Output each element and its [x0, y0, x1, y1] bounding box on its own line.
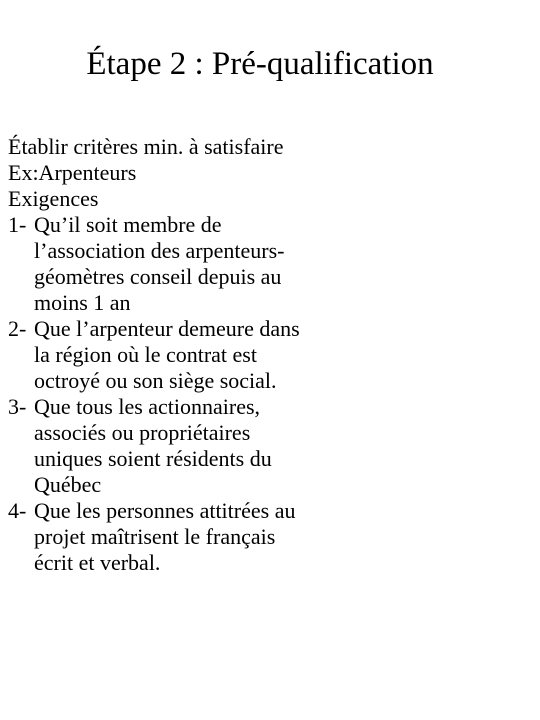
slide-body	[8, 134, 338, 576]
requirement-item-1	[8, 212, 338, 316]
requirement-line: Qu’il soit membre de	[34, 212, 222, 237]
requirement-text	[34, 316, 338, 394]
requirement-line: octroyé ou son siège social.	[34, 368, 277, 393]
slide-title: Étape 2 : Pré-qualification	[86, 46, 434, 82]
example-line: Ex:Arpenteurs	[8, 160, 137, 185]
requirement-line: moins 1 an	[34, 290, 131, 315]
requirement-text	[34, 394, 338, 498]
requirement-line: écrit et verbal.	[34, 550, 161, 575]
requirement-item-2	[8, 316, 338, 394]
requirement-item-3	[8, 394, 338, 498]
requirement-line: Québec	[34, 472, 102, 497]
requirement-text	[34, 212, 338, 316]
requirement-line: l’association des arpenteurs-	[34, 238, 285, 263]
requirement-line: géomètres conseil depuis au	[34, 264, 282, 289]
requirement-line: uniques soient résidents du	[34, 446, 272, 471]
requirement-line: Que les personnes attitrées au	[34, 498, 296, 523]
requirement-number: 2-	[8, 316, 27, 341]
requirement-line: Que l’arpenteur demeure dans	[34, 316, 300, 341]
requirement-item-4	[8, 498, 338, 576]
requirement-text	[34, 498, 338, 576]
requirement-number: 4-	[8, 498, 27, 523]
requirement-line: associés ou propriétaires	[34, 420, 251, 445]
requirement-line: la région où le contrat est	[34, 342, 257, 367]
requirement-number: 3-	[8, 394, 27, 419]
requirement-number: 1-	[8, 212, 27, 237]
requirements-heading: Exigences	[8, 186, 99, 211]
criteria-intro-line: Établir critères min. à satisfaire	[8, 134, 284, 159]
requirement-line: projet maîtrisent le français	[34, 524, 276, 549]
requirement-line: Que tous les actionnaires,	[34, 394, 261, 419]
